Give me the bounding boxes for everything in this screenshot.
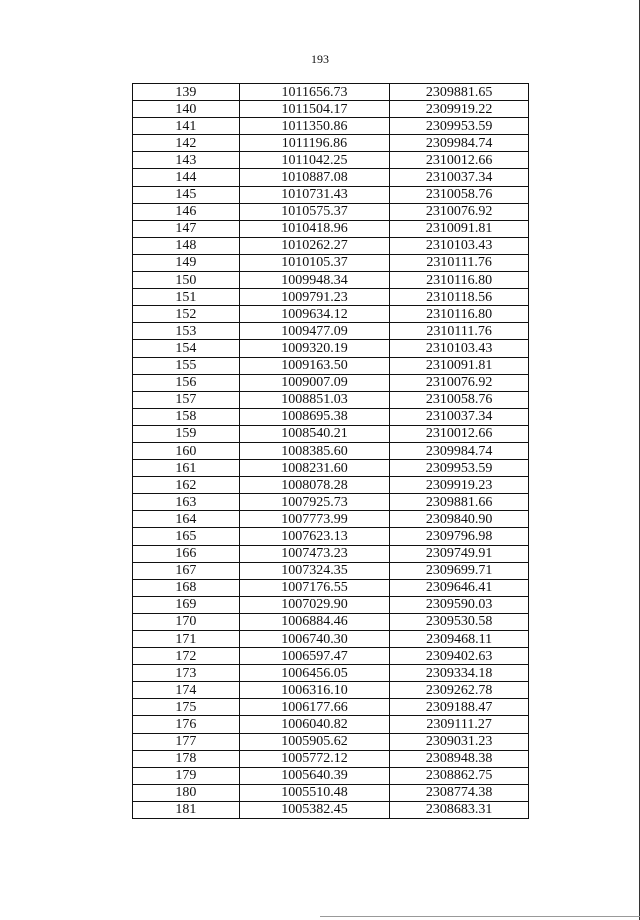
table-row <box>133 152 529 169</box>
table-row <box>133 494 529 511</box>
table-row <box>133 596 529 613</box>
page-edge-bottom <box>320 916 640 917</box>
table-row <box>133 648 529 665</box>
x-coordinate-cell: 1005905.62 <box>239 733 390 750</box>
y-coordinate-cell: 2310076.92 <box>390 374 529 391</box>
y-coordinate-cell: 2309031.23 <box>390 733 529 750</box>
y-coordinate-cell: 2310116.80 <box>390 306 529 323</box>
point-number-cell: 175 <box>133 699 240 716</box>
x-coordinate-cell: 1009948.34 <box>239 272 390 289</box>
point-number-cell: 164 <box>133 511 240 528</box>
table-row <box>133 169 529 186</box>
x-coordinate-cell: 1011042.25 <box>239 152 390 169</box>
point-number-cell: 140 <box>133 101 240 118</box>
table-row <box>133 511 529 528</box>
point-number-cell: 168 <box>133 579 240 596</box>
x-coordinate-cell: 1009007.09 <box>239 374 390 391</box>
point-number-cell: 179 <box>133 767 240 784</box>
y-coordinate-cell: 2310058.76 <box>390 391 529 408</box>
y-coordinate-cell: 2310118.56 <box>390 289 529 306</box>
x-coordinate-cell: 1005382.45 <box>239 801 390 818</box>
table-row <box>133 357 529 374</box>
point-number-cell: 178 <box>133 750 240 767</box>
point-number-cell: 173 <box>133 665 240 682</box>
x-coordinate-cell: 1005772.12 <box>239 750 390 767</box>
point-number-cell: 144 <box>133 169 240 186</box>
table-row <box>133 323 529 340</box>
x-coordinate-cell: 1009320.19 <box>239 340 390 357</box>
y-coordinate-cell: 2309402.63 <box>390 648 529 665</box>
y-coordinate-cell: 2309919.23 <box>390 477 529 494</box>
table-row <box>133 425 529 442</box>
table-row <box>133 254 529 271</box>
table-row <box>133 374 529 391</box>
table-row <box>133 562 529 579</box>
x-coordinate-cell: 1011350.86 <box>239 118 390 135</box>
table-row <box>133 186 529 203</box>
x-coordinate-cell: 1010105.37 <box>239 254 390 271</box>
y-coordinate-cell: 2310012.66 <box>390 152 529 169</box>
y-coordinate-cell: 2310091.81 <box>390 220 529 237</box>
y-coordinate-cell: 2309881.65 <box>390 84 529 101</box>
y-coordinate-cell: 2309530.58 <box>390 613 529 630</box>
x-coordinate-cell: 1009634.12 <box>239 306 390 323</box>
point-number-cell: 149 <box>133 254 240 271</box>
point-number-cell: 157 <box>133 391 240 408</box>
table-row <box>133 289 529 306</box>
table-row <box>133 237 529 254</box>
x-coordinate-cell: 1005510.48 <box>239 784 390 801</box>
table-row <box>133 84 529 101</box>
point-number-cell: 180 <box>133 784 240 801</box>
point-number-cell: 176 <box>133 716 240 733</box>
point-number-cell: 159 <box>133 425 240 442</box>
y-coordinate-cell: 2310103.43 <box>390 340 529 357</box>
y-coordinate-cell: 2309188.47 <box>390 699 529 716</box>
table-row <box>133 118 529 135</box>
y-coordinate-cell: 2308862.75 <box>390 767 529 784</box>
y-coordinate-cell: 2309646.41 <box>390 579 529 596</box>
point-number-cell: 169 <box>133 596 240 613</box>
x-coordinate-cell: 1007773.99 <box>239 511 390 528</box>
y-coordinate-cell: 2309468.11 <box>390 631 529 648</box>
y-coordinate-cell: 2310116.80 <box>390 272 529 289</box>
table-row <box>133 220 529 237</box>
point-number-cell: 142 <box>133 135 240 152</box>
x-coordinate-cell: 1010731.43 <box>239 186 390 203</box>
point-number-cell: 170 <box>133 613 240 630</box>
y-coordinate-cell: 2310076.92 <box>390 203 529 220</box>
table-row <box>133 801 529 818</box>
x-coordinate-cell: 1010418.96 <box>239 220 390 237</box>
y-coordinate-cell: 2309590.03 <box>390 596 529 613</box>
x-coordinate-cell: 1007473.23 <box>239 545 390 562</box>
table-row <box>133 477 529 494</box>
point-number-cell: 171 <box>133 631 240 648</box>
point-number-cell: 148 <box>133 237 240 254</box>
table-row <box>133 699 529 716</box>
y-coordinate-cell: 2310012.66 <box>390 425 529 442</box>
point-number-cell: 139 <box>133 84 240 101</box>
table-row <box>133 306 529 323</box>
point-number-cell: 165 <box>133 528 240 545</box>
table-row <box>133 750 529 767</box>
point-number-cell: 172 <box>133 648 240 665</box>
point-number-cell: 147 <box>133 220 240 237</box>
point-number-cell: 152 <box>133 306 240 323</box>
table-row <box>133 340 529 357</box>
x-coordinate-cell: 1007029.90 <box>239 596 390 613</box>
x-coordinate-cell: 1008540.21 <box>239 425 390 442</box>
y-coordinate-cell: 2309334.18 <box>390 665 529 682</box>
point-number-cell: 161 <box>133 460 240 477</box>
y-coordinate-cell: 2310111.76 <box>390 254 529 271</box>
table-row <box>133 391 529 408</box>
x-coordinate-cell: 1008695.38 <box>239 408 390 425</box>
x-coordinate-cell: 1010887.08 <box>239 169 390 186</box>
point-number-cell: 163 <box>133 494 240 511</box>
table-row <box>133 135 529 152</box>
y-coordinate-cell: 2309262.78 <box>390 682 529 699</box>
point-number-cell: 166 <box>133 545 240 562</box>
table-row <box>133 528 529 545</box>
x-coordinate-cell: 1010262.27 <box>239 237 390 254</box>
x-coordinate-cell: 1005640.39 <box>239 767 390 784</box>
y-coordinate-cell: 2310111.76 <box>390 323 529 340</box>
x-coordinate-cell: 1007176.55 <box>239 579 390 596</box>
x-coordinate-cell: 1008231.60 <box>239 460 390 477</box>
point-number-cell: 145 <box>133 186 240 203</box>
table-row <box>133 784 529 801</box>
y-coordinate-cell: 2308774.38 <box>390 784 529 801</box>
point-number-cell: 141 <box>133 118 240 135</box>
y-coordinate-cell: 2309699.71 <box>390 562 529 579</box>
table-row <box>133 460 529 477</box>
point-number-cell: 146 <box>133 203 240 220</box>
point-number-cell: 155 <box>133 357 240 374</box>
point-number-cell: 177 <box>133 733 240 750</box>
table-row <box>133 767 529 784</box>
table-row <box>133 579 529 596</box>
y-coordinate-cell: 2310091.81 <box>390 357 529 374</box>
y-coordinate-cell: 2309749.91 <box>390 545 529 562</box>
point-number-cell: 150 <box>133 272 240 289</box>
y-coordinate-cell: 2308948.38 <box>390 750 529 767</box>
x-coordinate-cell: 1006740.30 <box>239 631 390 648</box>
x-coordinate-cell: 1007925.73 <box>239 494 390 511</box>
page-number: 193 <box>311 52 329 66</box>
table-row <box>133 716 529 733</box>
x-coordinate-cell: 1011504.17 <box>239 101 390 118</box>
point-number-cell: 162 <box>133 477 240 494</box>
x-coordinate-cell: 1006884.46 <box>239 613 390 630</box>
y-coordinate-cell: 2309919.22 <box>390 101 529 118</box>
table-row <box>133 203 529 220</box>
coordinate-table-body <box>133 84 529 819</box>
x-coordinate-cell: 1006316.10 <box>239 682 390 699</box>
table-row <box>133 442 529 459</box>
y-coordinate-cell: 2309984.74 <box>390 135 529 152</box>
point-number-cell: 167 <box>133 562 240 579</box>
point-number-cell: 160 <box>133 442 240 459</box>
table-row <box>133 682 529 699</box>
x-coordinate-cell: 1007324.35 <box>239 562 390 579</box>
point-number-cell: 181 <box>133 801 240 818</box>
y-coordinate-cell: 2309881.66 <box>390 494 529 511</box>
table-row <box>133 733 529 750</box>
x-coordinate-cell: 1011656.73 <box>239 84 390 101</box>
y-coordinate-cell: 2309111.27 <box>390 716 529 733</box>
point-number-cell: 174 <box>133 682 240 699</box>
point-number-cell: 156 <box>133 374 240 391</box>
x-coordinate-cell: 1006040.82 <box>239 716 390 733</box>
x-coordinate-cell: 1006456.05 <box>239 665 390 682</box>
x-coordinate-cell: 1007623.13 <box>239 528 390 545</box>
table-row <box>133 101 529 118</box>
y-coordinate-cell: 2309953.59 <box>390 118 529 135</box>
y-coordinate-cell: 2309984.74 <box>390 442 529 459</box>
point-number-cell: 153 <box>133 323 240 340</box>
table-row <box>133 545 529 562</box>
y-coordinate-cell: 2309840.90 <box>390 511 529 528</box>
x-coordinate-cell: 1010575.37 <box>239 203 390 220</box>
x-coordinate-cell: 1009163.50 <box>239 357 390 374</box>
y-coordinate-cell: 2310037.34 <box>390 408 529 425</box>
x-coordinate-cell: 1008078.28 <box>239 477 390 494</box>
x-coordinate-cell: 1009477.09 <box>239 323 390 340</box>
table-row <box>133 272 529 289</box>
y-coordinate-cell: 2309953.59 <box>390 460 529 477</box>
point-number-cell: 158 <box>133 408 240 425</box>
x-coordinate-cell: 1011196.86 <box>239 135 390 152</box>
y-coordinate-cell: 2309796.98 <box>390 528 529 545</box>
point-number-cell: 154 <box>133 340 240 357</box>
point-number-cell: 151 <box>133 289 240 306</box>
table-row <box>133 613 529 630</box>
x-coordinate-cell: 1008851.03 <box>239 391 390 408</box>
table-row <box>133 631 529 648</box>
point-number-cell: 143 <box>133 152 240 169</box>
y-coordinate-cell: 2310058.76 <box>390 186 529 203</box>
x-coordinate-cell: 1009791.23 <box>239 289 390 306</box>
x-coordinate-cell: 1006177.66 <box>239 699 390 716</box>
y-coordinate-cell: 2310103.43 <box>390 237 529 254</box>
x-coordinate-cell: 1006597.47 <box>239 648 390 665</box>
table-row <box>133 408 529 425</box>
y-coordinate-cell: 2310037.34 <box>390 169 529 186</box>
x-coordinate-cell: 1008385.60 <box>239 442 390 459</box>
table-row <box>133 665 529 682</box>
y-coordinate-cell: 2308683.31 <box>390 801 529 818</box>
coordinate-table <box>132 83 529 819</box>
